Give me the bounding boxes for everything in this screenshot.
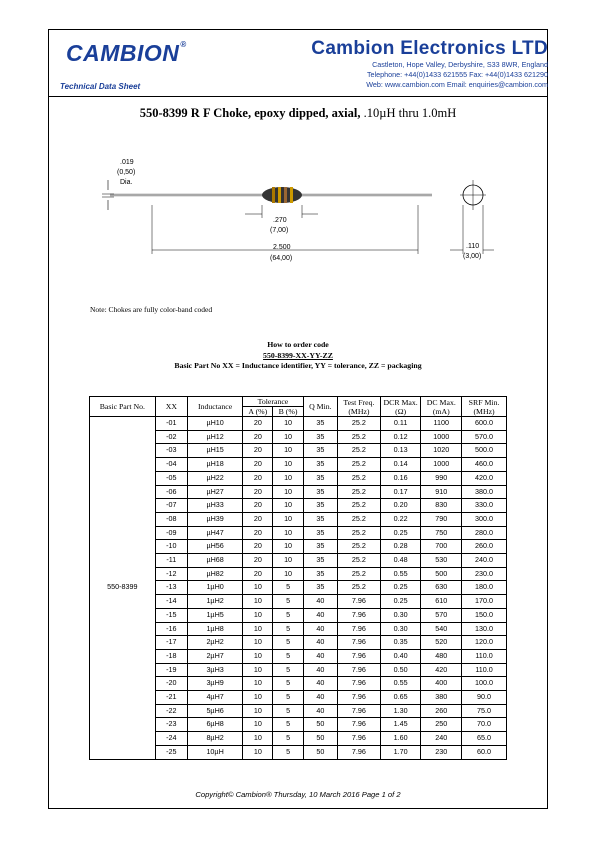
table-row: [90, 417, 507, 431]
cell-dcr: 0.14: [380, 458, 421, 472]
cell-b: 5: [273, 608, 303, 622]
cell-b: 10: [273, 485, 303, 499]
cell-ind: 6µH8: [187, 718, 242, 732]
cell-q: 40: [303, 622, 337, 636]
cell-ind: µH15: [187, 444, 242, 458]
cell-dc: 420: [421, 663, 462, 677]
total-len-mm: (64,00): [270, 255, 293, 262]
body-dia-mm: (3,00): [463, 253, 482, 260]
cell-a: 20: [243, 444, 273, 458]
cell-a: 20: [243, 540, 273, 554]
cell-xx: -20: [155, 677, 187, 691]
header-dc: DC Max. (mA): [421, 397, 462, 417]
cell-dcr: 0.48: [380, 554, 421, 568]
cell-a: 20: [243, 526, 273, 540]
title-part: 550-8399: [139, 106, 188, 120]
cell-dc: 240: [421, 732, 462, 746]
cell-srf: 90.0: [462, 691, 507, 705]
cell-ind: µH22: [187, 471, 242, 485]
cell-dc: 990: [421, 471, 462, 485]
cell-xx: -04: [155, 458, 187, 472]
cell-a: 20: [243, 512, 273, 526]
title-description: R F Choke, epoxy dipped, axial,: [187, 106, 364, 120]
cell-xx: -02: [155, 430, 187, 444]
company-name: Cambion Electronics LTD: [311, 38, 548, 59]
cell-a: 10: [243, 718, 273, 732]
cell-ind: 1µH0: [187, 581, 242, 595]
cell-xx: -10: [155, 540, 187, 554]
color-band-4: [290, 187, 293, 203]
choke-body: [262, 187, 302, 203]
cell-xx: -14: [155, 595, 187, 609]
cell-ind: µH33: [187, 499, 242, 513]
cell-srf: 60.0: [462, 745, 507, 759]
page-footer: Copyright© Cambion® Thursday, 10 March 2016 Page 1 of 2: [195, 790, 401, 799]
cell-srf: 170.0: [462, 595, 507, 609]
cell-q: 40: [303, 595, 337, 609]
wire-dia-label: Dia.: [120, 179, 133, 186]
header-tolerance: Tolerance: [243, 397, 303, 407]
cell-a: 20: [243, 430, 273, 444]
cell-b: 5: [273, 732, 303, 746]
cell-f: 7.96: [338, 608, 381, 622]
cell-dc: 520: [421, 636, 462, 650]
cell-a: 10: [243, 704, 273, 718]
cell-xx: -16: [155, 622, 187, 636]
cell-dcr: 0.30: [380, 622, 421, 636]
cell-srf: 260.0: [462, 540, 507, 554]
cell-q: 35: [303, 444, 337, 458]
cell-ind: µH68: [187, 554, 242, 568]
cell-srf: 570.0: [462, 430, 507, 444]
cell-xx: -17: [155, 636, 187, 650]
cell-dcr: 0.55: [380, 567, 421, 581]
cell-ind: 1µH2: [187, 595, 242, 609]
cell-xx: -05: [155, 471, 187, 485]
cell-a: 10: [243, 663, 273, 677]
cell-dc: 790: [421, 512, 462, 526]
cell-q: 35: [303, 512, 337, 526]
cell-f: 7.96: [338, 649, 381, 663]
cell-ind: 8µH2: [187, 732, 242, 746]
cell-xx: -01: [155, 417, 187, 431]
cell-f: 25.2: [338, 499, 381, 513]
header: [60, 34, 548, 98]
cell-dc: 1020: [421, 444, 462, 458]
cell-a: 20: [243, 485, 273, 499]
cell-f: 7.96: [338, 732, 381, 746]
cell-srf: 75.0: [462, 704, 507, 718]
cell-dc: 540: [421, 622, 462, 636]
cell-ind: 4µH7: [187, 691, 242, 705]
cell-f: 25.2: [338, 567, 381, 581]
header-xx: XX: [155, 397, 187, 417]
cell-dcr: 0.65: [380, 691, 421, 705]
cell-ind: µH18: [187, 458, 242, 472]
header-basic-part: Basic Part No.: [90, 397, 156, 417]
cell-q: 35: [303, 430, 337, 444]
cell-dcr: 1.60: [380, 732, 421, 746]
cell-xx: -06: [155, 485, 187, 499]
cell-dcr: 0.25: [380, 526, 421, 540]
cell-dc: 400: [421, 677, 462, 691]
cell-q: 35: [303, 554, 337, 568]
cell-b: 10: [273, 471, 303, 485]
cell-f: 7.96: [338, 691, 381, 705]
cell-dc: 610: [421, 595, 462, 609]
cell-dc: 910: [421, 485, 462, 499]
cell-a: 20: [243, 417, 273, 431]
cell-b: 5: [273, 718, 303, 732]
cell-srf: 150.0: [462, 608, 507, 622]
cell-q: 35: [303, 540, 337, 554]
company-block: [311, 38, 548, 90]
cell-f: 25.2: [338, 417, 381, 431]
cell-dcr: 0.13: [380, 444, 421, 458]
header-test-freq: Test Freq. (MHz): [338, 397, 381, 417]
cell-dcr: 1.70: [380, 745, 421, 759]
cell-f: 25.2: [338, 554, 381, 568]
cell-dc: 250: [421, 718, 462, 732]
cell-q: 40: [303, 691, 337, 705]
cell-b: 10: [273, 540, 303, 554]
cell-b: 5: [273, 622, 303, 636]
cell-b: 10: [273, 417, 303, 431]
cell-dcr: 0.22: [380, 512, 421, 526]
title-range: .10µH thru 1.0mH: [363, 106, 457, 120]
cell-a: 10: [243, 595, 273, 609]
cell-b: 10: [273, 430, 303, 444]
cell-xx: -19: [155, 663, 187, 677]
cell-q: 35: [303, 471, 337, 485]
cell-q: 35: [303, 485, 337, 499]
cell-q: 35: [303, 526, 337, 540]
cell-b: 10: [273, 554, 303, 568]
choke-body-shape: [262, 187, 302, 203]
cell-b: 10: [273, 458, 303, 472]
cell-dcr: 0.50: [380, 663, 421, 677]
header-tol-b: B (%): [273, 407, 303, 417]
cell-a: 10: [243, 636, 273, 650]
cell-xx: -03: [155, 444, 187, 458]
cell-dc: 1000: [421, 458, 462, 472]
cell-ind: 3µH9: [187, 677, 242, 691]
cell-xx: -09: [155, 526, 187, 540]
color-band-2: [278, 187, 281, 203]
cell-b: 5: [273, 581, 303, 595]
color-band-1: [272, 187, 275, 203]
cell-dc: 1100: [421, 417, 462, 431]
cell-q: 35: [303, 581, 337, 595]
cell-xx: -22: [155, 704, 187, 718]
cell-dcr: 0.28: [380, 540, 421, 554]
cell-b: 10: [273, 499, 303, 513]
cell-dc: 1000: [421, 430, 462, 444]
cell-srf: 380.0: [462, 485, 507, 499]
cell-f: 7.96: [338, 704, 381, 718]
cell-ind: 3µH3: [187, 663, 242, 677]
cell-srf: 110.0: [462, 663, 507, 677]
cell-xx: -12: [155, 567, 187, 581]
cell-q: 35: [303, 458, 337, 472]
cell-f: 25.2: [338, 581, 381, 595]
cell-xx: -21: [155, 691, 187, 705]
cell-f: 7.96: [338, 663, 381, 677]
wire-dia-in: .019: [120, 159, 134, 166]
cell-a: 20: [243, 471, 273, 485]
cell-a: 20: [243, 567, 273, 581]
cell-srf: 330.0: [462, 499, 507, 513]
cell-dc: 530: [421, 554, 462, 568]
cell-b: 10: [273, 444, 303, 458]
order-legend: Basic Part No XX = Inductance identifier, YY = tolerance, ZZ = packaging: [174, 361, 422, 370]
cell-a: 10: [243, 649, 273, 663]
basic-part-cell: 550-8399: [90, 417, 156, 760]
header-divider: [48, 96, 548, 97]
cell-dc: 500: [421, 567, 462, 581]
cell-b: 10: [273, 567, 303, 581]
cell-xx: -13: [155, 581, 187, 595]
cell-f: 25.2: [338, 471, 381, 485]
cell-b: 5: [273, 677, 303, 691]
cell-dcr: 0.12: [380, 430, 421, 444]
cell-ind: µH47: [187, 526, 242, 540]
cell-ind: µH12: [187, 430, 242, 444]
cell-a: 20: [243, 554, 273, 568]
cell-b: 10: [273, 526, 303, 540]
cell-dcr: 0.55: [380, 677, 421, 691]
order-heading: How to order code: [267, 340, 329, 349]
cell-q: 50: [303, 745, 337, 759]
cell-f: 25.2: [338, 444, 381, 458]
cell-ind: µH56: [187, 540, 242, 554]
cell-q: 40: [303, 677, 337, 691]
cell-dcr: 0.35: [380, 636, 421, 650]
cell-a: 20: [243, 499, 273, 513]
cell-b: 5: [273, 745, 303, 759]
cell-f: 7.96: [338, 745, 381, 759]
cell-b: 5: [273, 649, 303, 663]
cell-srf: 110.0: [462, 649, 507, 663]
cell-ind: 1µH8: [187, 622, 242, 636]
total-len-in: 2.500: [273, 244, 291, 251]
cell-q: 35: [303, 417, 337, 431]
order-code-block: [48, 340, 548, 372]
cell-f: 7.96: [338, 622, 381, 636]
cell-xx: -25: [155, 745, 187, 759]
cell-dcr: 1.30: [380, 704, 421, 718]
choke-dimension-drawing: [90, 150, 520, 280]
company-phone: Telephone: +44(0)1433 621555 Fax: +44(0)1433 621290: [366, 70, 548, 79]
cell-a: 10: [243, 745, 273, 759]
wire-dia-mm: (0,50): [117, 169, 136, 176]
cell-xx: -07: [155, 499, 187, 513]
cell-a: 10: [243, 622, 273, 636]
cell-xx: -15: [155, 608, 187, 622]
cell-srf: 500.0: [462, 444, 507, 458]
cell-a: 10: [243, 581, 273, 595]
cell-srf: 70.0: [462, 718, 507, 732]
body-dia-in: .110: [466, 243, 480, 250]
cell-dc: 700: [421, 540, 462, 554]
cell-f: 25.2: [338, 430, 381, 444]
cell-f: 25.2: [338, 540, 381, 554]
cell-b: 5: [273, 663, 303, 677]
cell-srf: 130.0: [462, 622, 507, 636]
cell-q: 40: [303, 663, 337, 677]
spec-table-body: [90, 417, 507, 760]
cell-dcr: 0.25: [380, 595, 421, 609]
logo-subtitle: Technical Data Sheet: [60, 82, 141, 91]
cell-q: 40: [303, 608, 337, 622]
cell-srf: 600.0: [462, 417, 507, 431]
cell-srf: 180.0: [462, 581, 507, 595]
cell-a: 10: [243, 691, 273, 705]
company-web: Web: www.cambion.com Email: enquiries@cambion.com: [366, 80, 548, 89]
order-code: 550-8399-XX-YY-ZZ: [263, 350, 333, 360]
cell-dcr: 0.17: [380, 485, 421, 499]
cell-ind: 10µH: [187, 745, 242, 759]
cell-dc: 380: [421, 691, 462, 705]
end-view: [450, 180, 494, 260]
cell-xx: -08: [155, 512, 187, 526]
cell-a: 10: [243, 608, 273, 622]
cell-f: 25.2: [338, 485, 381, 499]
cell-b: 5: [273, 691, 303, 705]
cell-a: 20: [243, 458, 273, 472]
cell-f: 7.96: [338, 718, 381, 732]
cell-q: 35: [303, 499, 337, 513]
cell-q: 35: [303, 567, 337, 581]
cell-ind: 5µH6: [187, 704, 242, 718]
header-q: Q Min.: [303, 397, 337, 417]
cell-f: 25.2: [338, 512, 381, 526]
cell-a: 10: [243, 732, 273, 746]
cell-f: 7.96: [338, 677, 381, 691]
cell-srf: 230.0: [462, 567, 507, 581]
cambion-logo: CAMBION®: [66, 40, 187, 66]
cell-q: 40: [303, 636, 337, 650]
cell-srf: 65.0: [462, 732, 507, 746]
cell-xx: -24: [155, 732, 187, 746]
spec-table: [89, 396, 507, 760]
header-srf: SRF Min. (MHz): [462, 397, 507, 417]
cell-ind: 2µH2: [187, 636, 242, 650]
cell-dcr: 0.25: [380, 581, 421, 595]
cell-dcr: 0.40: [380, 649, 421, 663]
header-dcr: DCR Max. (Ω): [380, 397, 421, 417]
header-tol-a: A (%): [243, 407, 273, 417]
cell-ind: µH10: [187, 417, 242, 431]
cell-ind: 2µH7: [187, 649, 242, 663]
cell-q: 40: [303, 649, 337, 663]
cell-ind: µH27: [187, 485, 242, 499]
cell-dcr: 1.45: [380, 718, 421, 732]
cell-dcr: 0.16: [380, 471, 421, 485]
cell-a: 10: [243, 677, 273, 691]
cell-dc: 230: [421, 745, 462, 759]
body-len-in: .270: [273, 217, 287, 224]
cell-srf: 280.0: [462, 526, 507, 540]
cell-srf: 300.0: [462, 512, 507, 526]
note-text: Note: Chokes are fully color-band coded: [90, 305, 213, 314]
cell-b: 10: [273, 512, 303, 526]
cell-dc: 260: [421, 704, 462, 718]
cell-b: 5: [273, 595, 303, 609]
cell-dc: 630: [421, 581, 462, 595]
cell-f: 25.2: [338, 526, 381, 540]
document-title: [48, 106, 548, 121]
cell-dc: 750: [421, 526, 462, 540]
cell-f: 7.96: [338, 595, 381, 609]
cell-dc: 480: [421, 649, 462, 663]
cell-dcr: 0.30: [380, 608, 421, 622]
cell-xx: -11: [155, 554, 187, 568]
header-inductance: Inductance: [187, 397, 242, 417]
cell-srf: 240.0: [462, 554, 507, 568]
cell-q: 40: [303, 704, 337, 718]
cell-srf: 100.0: [462, 677, 507, 691]
cell-xx: -23: [155, 718, 187, 732]
cell-dcr: 0.11: [380, 417, 421, 431]
cell-srf: 420.0: [462, 471, 507, 485]
cell-dc: 570: [421, 608, 462, 622]
cell-f: 25.2: [338, 458, 381, 472]
color-band-3: [284, 187, 287, 203]
cell-ind: µH82: [187, 567, 242, 581]
cell-dc: 830: [421, 499, 462, 513]
cell-b: 5: [273, 636, 303, 650]
cell-ind: 1µH5: [187, 608, 242, 622]
cell-q: 50: [303, 718, 337, 732]
cell-ind: µH39: [187, 512, 242, 526]
company-address: Castleton, Hope Valley, Derbyshire, S33 8WR, England: [372, 60, 548, 69]
cell-f: 7.96: [338, 636, 381, 650]
cell-srf: 460.0: [462, 458, 507, 472]
cell-dcr: 0.20: [380, 499, 421, 513]
cell-q: 50: [303, 732, 337, 746]
cell-b: 5: [273, 704, 303, 718]
cell-xx: -18: [155, 649, 187, 663]
cell-srf: 120.0: [462, 636, 507, 650]
body-len-mm: (7,00): [270, 227, 289, 234]
